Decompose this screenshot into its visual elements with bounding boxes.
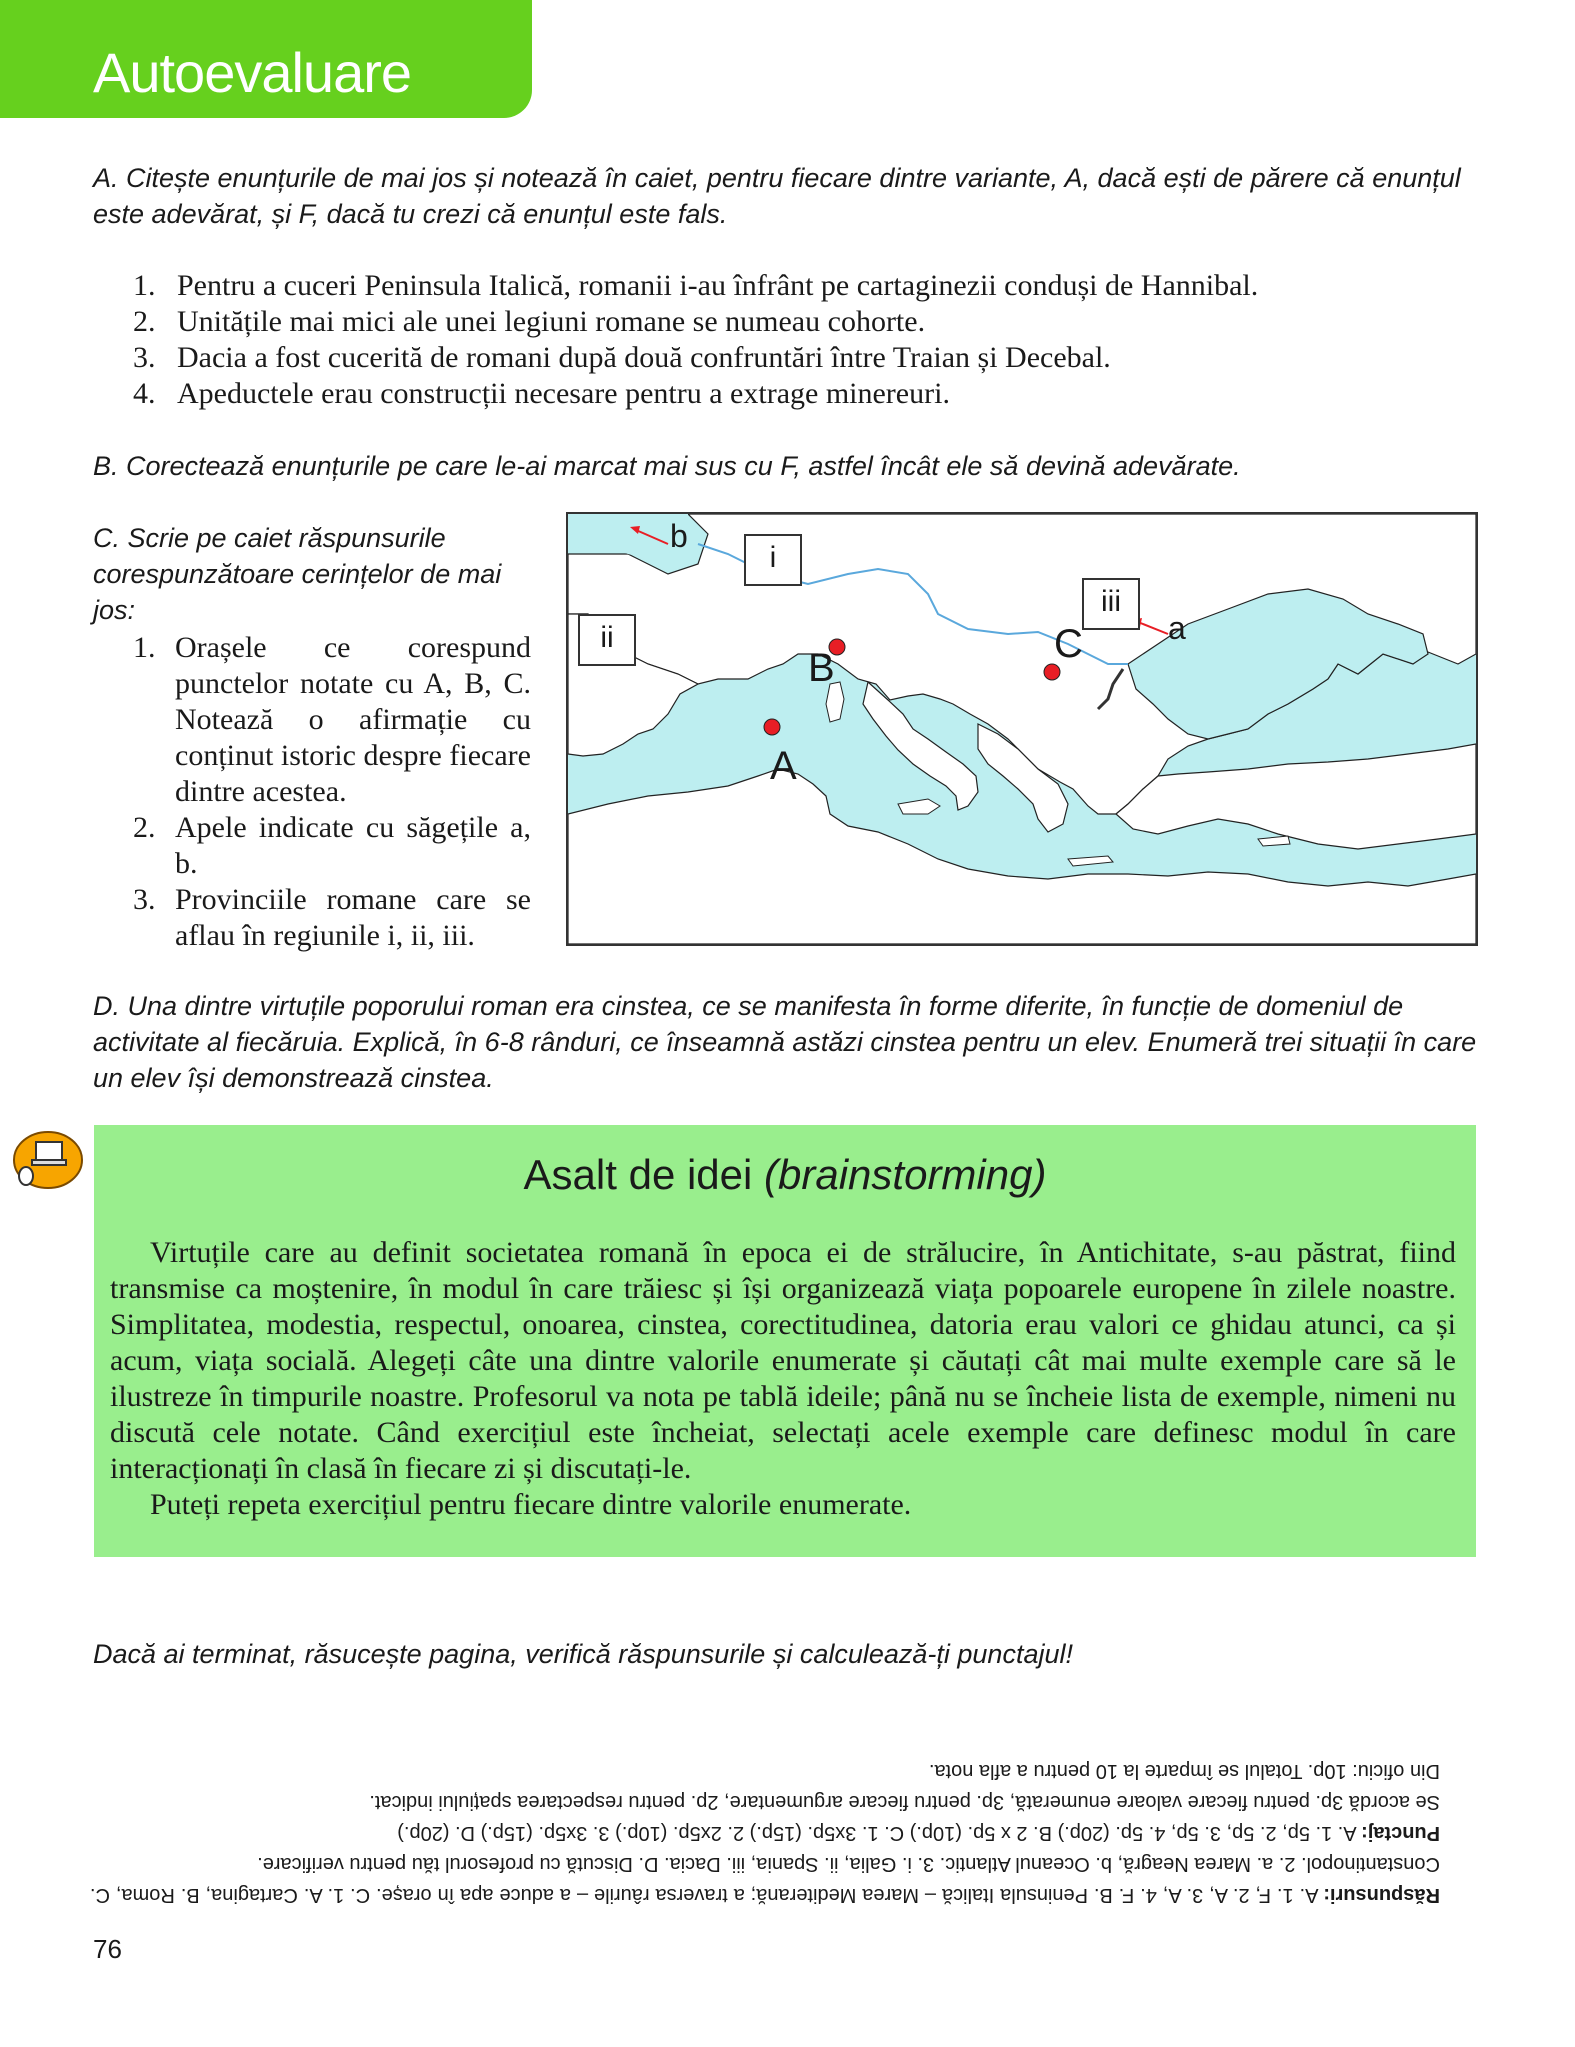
brainstorm-text — [110, 1235, 1456, 1523]
section-c-instruction: C. Scrie pe caiet răspunsurile corespunzătoare cerințelor de mai jos: — [93, 523, 502, 625]
list-item: 3. Dacia a fost cucerită de romani după două confruntări între Traian și Decebal. — [133, 341, 1111, 374]
map-region-box-iii: iii — [1082, 578, 1140, 630]
list-item: 1. Orașele ce corespund punctelor notate cu A, B, C. Notează o afirmație cu conținut istoric despre fiecare dintre acestea. — [133, 631, 531, 808]
brainstorm-paragraph: Puteți repeta exercițiul pentru fiecare dintre valorile enumerate. — [150, 1488, 912, 1521]
section-c-list — [133, 630, 531, 954]
map-region-box-ii: ii — [578, 614, 636, 666]
answers-line: Răspunsuri: A. 1. F, 2. A, 3. A, 4. F. B. Peninsula Italică – Marea Mediterană; a traversa râurile – a aduce apa în orașe. C. 1. A. Cartagina, B. Roma, C. Constantinopol. 2. a. Marea Neagră, b. Oceanul Atlantic. 3. i. Galia, ii. Spania, iii. Dacia. D. Discută cu profesorul tău pentru verificare. — [90, 1853, 1440, 1906]
brainstorm-paragraph: Virtuțile care au definit societatea romană în epoca ei de strălucire, în Antichitate, s-au păstrat, fiind transmise ca moștenire, în modul în care trăiesc și își organizează viața popoarele europene în zilele noastre. Simplitatea, modestia, respectul, onoarea, cinstea, corectitudinea, datoria erau valori ce ghidau atunci, ca și acum, viața socială. Alegeți câte una dintre valorile enumerate și căutați cât mai multe exemple care să le ilustreze în timpurile noastre. Profesorul va nota pe tablă ideile; până nu se încheie lista de exemple, nimeni nu discută cele notate. Când exercițiul este încheiat, selectați acele exemple care definesc modul în care interacționați în clasă în fiecare zi și discutați-le. — [110, 1236, 1456, 1485]
list-item: 2. Apele indicate cu săgețile a, b. — [133, 811, 531, 880]
section-header-tab — [0, 0, 532, 118]
brainstorm-title: Asalt de idei (brainstorming) — [523, 1151, 1047, 1198]
list-item: 2. Unitățile mai mici ale unei legiuni romane se numeau cohorte. — [133, 305, 926, 338]
section-a-list — [133, 268, 1473, 412]
map-arrow-label-b: b — [670, 518, 688, 554]
list-item: 1. Pentru a cuceri Peninsula Italică, romanii i-au înfrânt pe cartaginezii conduși de Hannibal. — [133, 269, 1259, 302]
list-item: 3. Provinciile romane care se aflau în regiunile i, ii, iii. — [133, 883, 531, 952]
section-title: Autoevaluare — [93, 41, 412, 104]
map-label-a: A — [770, 744, 797, 788]
brainstorm-box — [94, 1125, 1476, 1557]
list-item: 4. Apeductele erau construcții necesare pentru a extrage minereuri. — [133, 377, 950, 410]
mediterranean-map — [566, 512, 1478, 946]
map-label-c: C — [1054, 622, 1083, 666]
official-note: Din oficiu: 10p. Totalul se împarte la 10 pentru a afla nota. — [928, 1760, 1440, 1782]
section-b-instruction: B. Corectează enunțurile pe care le-ai marcat mai sus cu F, astfel încât ele să devină adevărate. — [93, 451, 1241, 481]
map-graphic — [568, 514, 1476, 944]
point-a — [764, 719, 780, 735]
section-a-instruction: A. Citește enunțurile de mai jos și notează în caiet, pentru fiecare dintre variante, A, dacă ești de părere că enunțul este adevărat, și F, dacă tu crezi că enunțul este fals. — [93, 163, 1461, 229]
section-d-instruction: D. Una dintre virtuțile poporului roman era cinstea, ce se manifesta în forme diferite, în funcție de domeniul de activitate al fiecăruia. Explică, în 6-8 rânduri, ce înseamnă astăzi cinstea pentru un elev. Enumeră trei situații în care un elev își demonstrează cinstea. — [93, 991, 1477, 1093]
page-number: 76 — [93, 1934, 122, 1964]
score-note: Se acordă 3p. pentru fiecare valoare enumerată, 3p. pentru fiecare argumentare, 2p. pentru respectarea spațiului indicat. — [369, 1791, 1440, 1813]
answers-block — [90, 1755, 1440, 1910]
finish-note: Dacă ai terminat, răsucește pagina, verifică răspunsurile și calculează-ți punctajul! — [93, 1639, 1073, 1669]
map-arrow-label-a: a — [1168, 610, 1186, 646]
map-label-b: B — [808, 646, 835, 690]
computer-mouse-icon — [8, 1128, 84, 1192]
map-region-box-i: i — [744, 534, 802, 586]
score-line: Punctaj: A. 1. 5p, 2. 5p, 3. 5p, 4. 5p. (20p.) B. 2 x 5p. (10p.) C. 1. 3x5p. (15p.) 2. 2x5p. (10p.) 3. 3x5p. (15p.) D. (20p.) — [397, 1822, 1440, 1844]
